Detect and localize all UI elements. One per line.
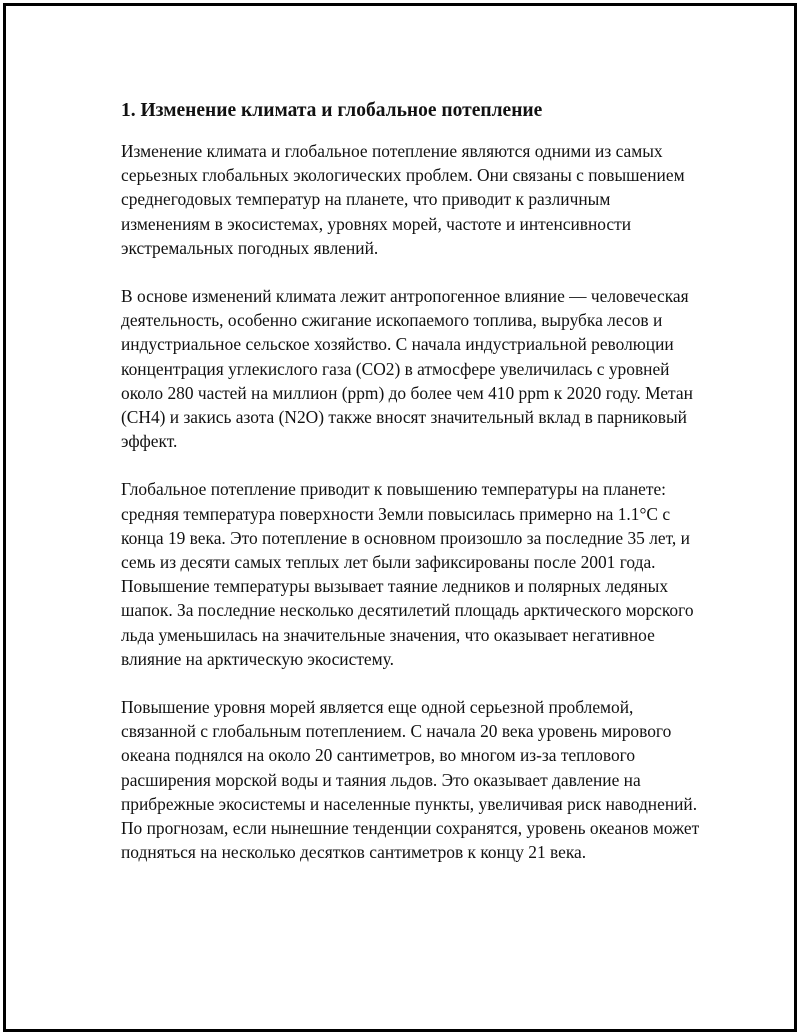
page-frame bbox=[3, 3, 797, 1032]
paragraph-3: Глобальное потепление приводит к повышению температуры на планете: средняя температура поверхности Земли повысилась примерно на 1.1°C с конца 19 века. Это потепление в основном произошло за последние 35 лет, и семь из десяти самых теплых лет были зафиксированы после 2001 года. Повышение температуры вызывает таяние ледников и полярных ледяных шапок. За последние несколько десятилетий площадь арктического морского льда уменьшилась на значительные значения, что оказывает негативное влияние на арктическую экосистему. bbox=[121, 479, 694, 669]
paragraph-2: В основе изменений климата лежит антропогенное влияние — человеческая деятельность, особенно сжигание ископаемого топлива, вырубка лесов и индустриальное сельское хозяйство. С начала индустриальной революции концентрация углекислого газа (CO2) в атмосфере увеличилась с уровней около 280 частей на миллион (ppm) до более чем 410 ppm к 2020 году. Метан (CH4) и закись азота (N2O) также вносят значительный вклад в парниковый эффект. bbox=[121, 286, 693, 452]
section-title: 1. Изменение климата и глобальное потепление bbox=[121, 100, 543, 121]
paragraph-1: Изменение климата и глобальное потепление являются одними из самых серьезных глобальных экологических проблем. Они связаны с повышением среднегодовых температур на планете, что приводит к различным изменениям в экосистемах, уровнях морей, частоте и интенсивности экстремальных погодных явлений. bbox=[121, 141, 685, 258]
paragraph-4: Повышение уровня морей является еще одной серьезной проблемой, связанной с глобальным потеплением. С начала 20 века уровень мирового океана поднялся на около 20 сантиметров, во многом из-за теплового расширения морской воды и таяния льдов. Это оказывает давление на прибрежные экосистемы и населенные пункты, увеличивая риск наводнений. По прогнозам, если нынешние тенденции сохранятся, уровень океанов может подняться на несколько десятков сантиметров к концу 21 века. bbox=[121, 697, 700, 863]
document-body bbox=[121, 98, 701, 888]
